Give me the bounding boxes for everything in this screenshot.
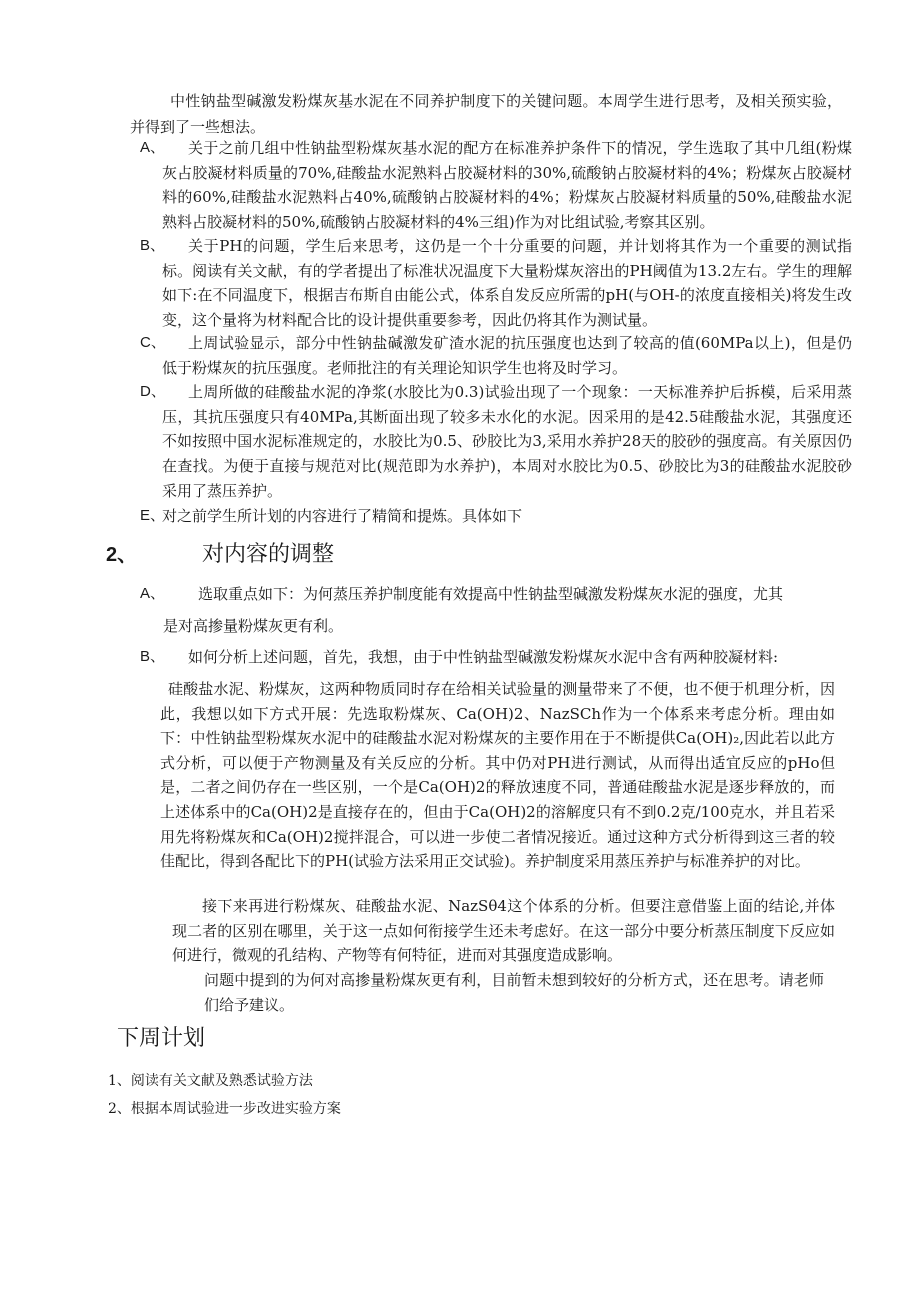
list-item-text: 关于之前几组中性钠盐型粉煤灰基水泥的配方在标准养护条件下的情况，学生选取了其中几组(粉煤灰占胶凝材料质量的70%,硅酸盐水泥熟料占胶凝材料的30%,硫酸钠占胶凝材料的4%；粉煤灰占胶凝材料的60%,硅酸盐水泥熟料占40%,硫酸钠占胶凝材料的4%；粉煤灰占胶凝材料质量的50%,硅酸盐水泥熟料占胶凝材料的50%,硫酸钠占胶凝材料的4%三组)作为对比组试验,考察其区别。 (162, 139, 852, 232)
list-item-text: 关于PH的问题，学生后来思考，这仍是一个十分重要的问题，并计划将其作为一个重要的测试指标。阅读有关文献，有的学者提出了标准状况温度下大量粉煤灰溶出的PH阈值为13.2左右。学生的理解如下:在不同温度下，根据吉布斯自由能公式，体系自发反应所需的pH(与OH-的浓度直接相关)将发生改变，这个量将为材料配合比的设计提供重要参考，因此仍将其作为测试量。 (162, 237, 852, 330)
list-marker: B、 (140, 648, 166, 665)
section-heading (106, 540, 335, 570)
section2-item-a-line2: 是对高掺量粉煤灰更有利。 (163, 617, 344, 635)
plan-item-2: 2、根据本周试验进一步改进实验方案 (108, 1101, 341, 1117)
section2-item-b-line1: 如何分析上述问题，首先，我想，由于中性钠盐型碱激发粉煤灰水泥中含有两种胶凝材料: (188, 648, 779, 666)
plan-item-1: 1、阅读有关文献及熟悉试验方法 (108, 1073, 313, 1089)
list-item-text: 对之前学生所计划的内容进行了精简和提炼。具体如下 (162, 507, 523, 525)
list-marker: D、 (140, 383, 166, 400)
list-marker: A、 (140, 585, 166, 602)
list-marker: E、 (140, 507, 166, 524)
list-marker: A、 (140, 139, 166, 156)
list-marker: C、 (140, 334, 166, 351)
intro-paragraph: 中性钠盐型碱激发粉煤灰基水泥在不同养护制度下的关键问题。本周学生进行思考，及相关预实验，并得到了一些想法。 (130, 92, 842, 136)
list-marker: B、 (140, 237, 166, 254)
analysis-paragraph-2: 接下来再进行粉煤灰、硅酸盐水泥、NazSθ4这个体系的分析。但要注意借鉴上面的结论,并体现二者的区别在哪里，关于这一点如何衔接学生还未考虑好。在这一部分中要分析蒸压制度下反应如何进行，微观的孔结构、产物等有何特征，进而对其强度造成影响。 (172, 897, 835, 965)
analysis-paragraph-3: 问题中提到的为何对高掺量粉煤灰更有利，目前暂未想到较好的分析方式，还在思考。请老师们给予建议。 (204, 971, 824, 1014)
section-title: 对内容的调整 (202, 542, 335, 567)
section-number: 2、 (106, 544, 138, 566)
next-week-heading: 下周计划 (117, 1026, 206, 1051)
section2-item-a-line1: 选取重点如下：为何蒸压养护制度能有效提高中性钠盐型碱激发粉煤灰水泥的强度，尤其 (198, 585, 784, 603)
analysis-paragraph-1: 硅酸盐水泥、粉煤灰，这两种物质同时存在给相关试验量的测量带来了不便，也不便于机理分析，因此，我想以如下方式开展：先选取粉煤灰、Ca(OH)2、NazSCh作为一个体系来考虑分析。理由如下：中性钠盐型粉煤灰水泥中的硅酸盐水泥对粉煤灰的主要作用在于不断提供Ca(OH)₂,因此若以此方式分析，可以便于产物测量及有关反应的分析。其中仍对PH进行测试，从而得出适宜反应的pHo但是，二者之间仍存在一些区别，一个是Ca(OH)2的释放速度不同，普通硅酸盐水泥是逐步释放的，而上述体系中的Ca(OH)2是直接存在的，但由于Ca(OH)2的溶解度只有不到0.2克/100克水，并且若采用先将粉煤灰和Ca(OH)2搅拌混合，可以进一步使二者情况接近。通过这种方式分析得到这三者的较佳配比，得到各配比下的PH(试验方法采用正交试验)。养护制度采用蒸压养护与标准养护的对比。 (160, 680, 835, 871)
list-item-text: 上周试验显示，部分中性钠盐碱激发矿渣水泥的抗压强度也达到了较高的值(60MPa以上)，但是仍低于粉煤灰的抗压强度。老师批注的有关理论知识学生也将及时学习。 (162, 334, 852, 377)
list-item-text: 上周所做的硅酸盐水泥的净浆(水胶比为0.3)试验出现了一个现象：一天标准养护后拆模，后采用蒸压，其抗压强度只有40MPa,其断面出现了较多未水化的水泥。因采用的是42.5硅酸盐水泥，其强度还不如按照中国水泥标准规定的，水胶比为0.5、砂胶比为3,采用水养护28天的胶砂的强度高。有关原因仍在查找。为便于直接与规范对比(规范即为水养护)，本周对水胶比为0.5、砂胶比为3的硅酸盐水泥胶砂采用了蒸压养护。 (162, 383, 852, 500)
